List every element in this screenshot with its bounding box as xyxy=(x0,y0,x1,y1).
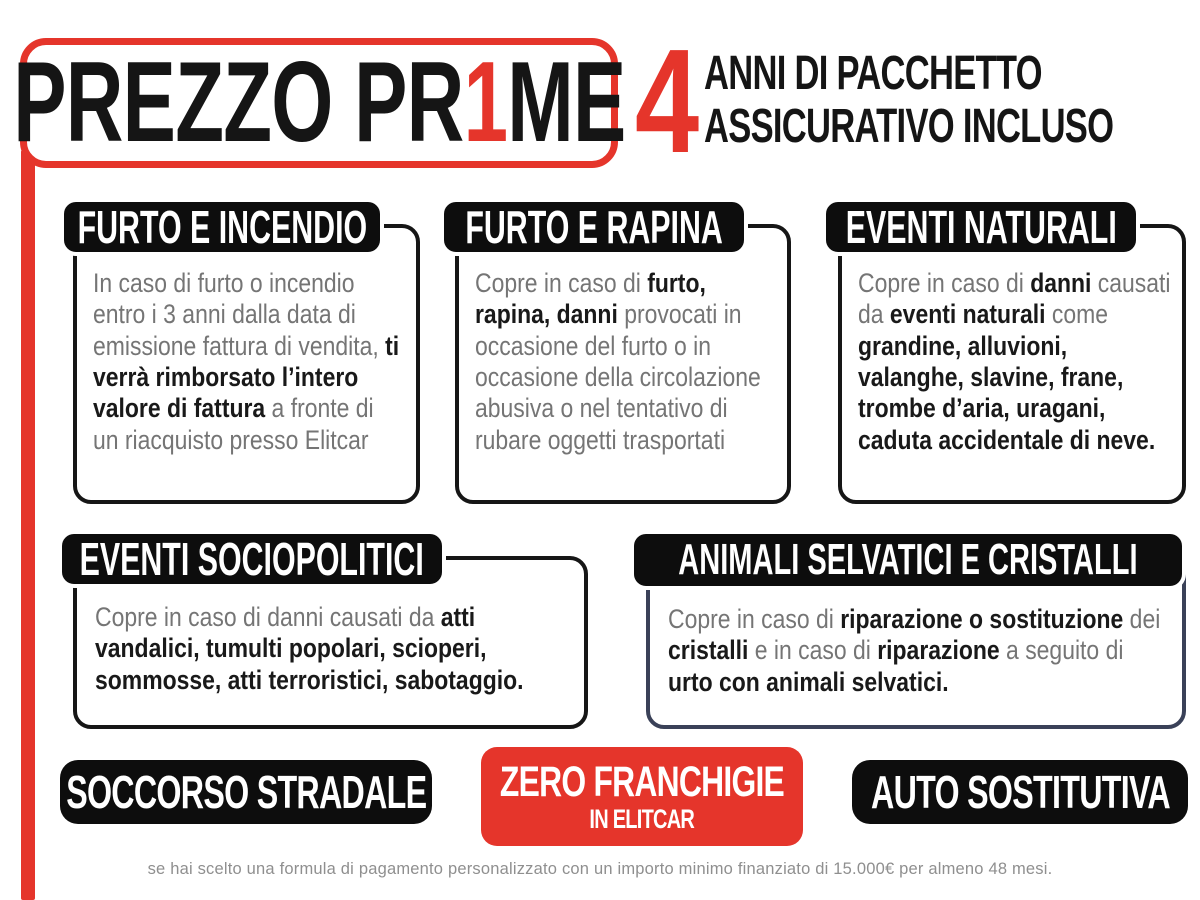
years-number-digit: 4 xyxy=(635,19,699,184)
card-body-text: Copre in caso di danni causati da atti vandalici, tumulti popolari, scioperi, sommosse, atti terroristici, sabotaggio. xyxy=(95,602,524,695)
badge-zero-line1: ZERO FRANCHIGIE xyxy=(499,757,785,806)
footer-disclaimer: se hai scelto una formula di pagamento personalizzato con un importo minimo finanziato di 15.000€ per almeno 48 mesi. xyxy=(147,860,1053,878)
card-body xyxy=(838,224,1186,504)
card-title: FURTO E RAPINA xyxy=(465,201,723,253)
logo-text xyxy=(12,39,626,166)
card-body-text: In caso di furto o incendio entro i 3 anni dalla data di emissione fattura di vendita, ti verrà rimborsato l’intero valore di fattura a fronte di un riacquisto presso Elitcar xyxy=(93,268,400,455)
card-body-text: Copre in caso di furto, rapina, danni provocati in occasione del furto o in occasione della circolazione abusiva o nel tentativo di rubare oggetti trasportati xyxy=(475,268,761,455)
badge-soccorso-stradale xyxy=(60,760,432,824)
card-body xyxy=(455,224,791,504)
card-title-banner xyxy=(58,530,446,588)
header-subtitle-line2: ASSICURATIVO INCLUSO xyxy=(704,99,1114,153)
badge-auto-sostitutiva xyxy=(852,760,1188,824)
card-title: EVENTI SOCIOPOLITICI xyxy=(79,533,425,585)
card-title-banner xyxy=(60,198,384,256)
card-title: EVENTI NATURALI xyxy=(845,201,1117,253)
header-logo-box xyxy=(12,38,626,168)
logo-accent-digit: 1 xyxy=(463,39,507,166)
card-body-text: Copre in caso di riparazione o sostituzione dei cristalli e in caso di riparazione a seguito di urto con animali selvatici. xyxy=(668,604,1161,697)
card-title-banner xyxy=(822,198,1140,256)
badge-zero-line2: IN ELITCAR xyxy=(589,803,695,834)
card-title-banner xyxy=(440,198,748,256)
badge-label: AUTO SOSTITUTIVA xyxy=(870,766,1170,818)
years-number xyxy=(622,19,712,184)
badge-label: SOCCORSO STRADALE xyxy=(65,766,427,818)
card-title: ANIMALI SELVATICI E CRISTALLI xyxy=(678,535,1138,584)
logo-part2: ME xyxy=(506,39,626,166)
header-subtitle-line1: ANNI DI PACCHETTO xyxy=(704,47,1042,100)
card-title: FURTO E INCENDIO xyxy=(77,201,367,253)
badge-zero-franchigie xyxy=(481,747,803,846)
logo-part1: PREZZO PR xyxy=(12,39,464,166)
card-body-text: Copre in caso di danni causati da eventi naturali come grandine, alluvioni, valanghe, slavine, frane, trombe d’aria, uragani, caduta accidentale di neve. xyxy=(858,268,1171,455)
red-accent-line xyxy=(21,150,35,900)
header-subtitle xyxy=(704,48,1200,154)
card-body xyxy=(73,224,420,504)
card-title-banner xyxy=(630,530,1186,590)
